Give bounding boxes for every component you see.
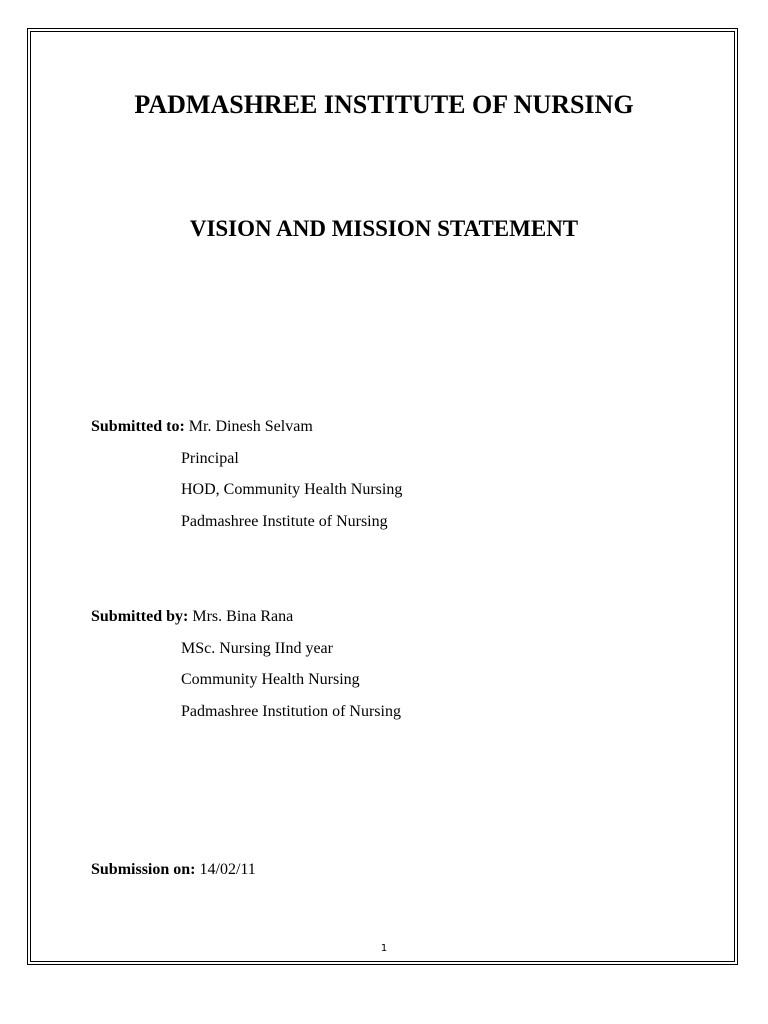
submission-date: 14/02/11 bbox=[199, 861, 256, 878]
document-subtitle: VISION AND MISSION STATEMENT bbox=[189, 216, 579, 241]
submitted-by-detail: MSc. Nursing IInd year bbox=[181, 639, 333, 657]
submitted-to-detail: HOD, Community Health Nursing bbox=[181, 481, 403, 498]
submitted-by-label: Submitted by: bbox=[91, 608, 189, 625]
submitted-by-line bbox=[91, 601, 401, 633]
page-number: 1 bbox=[380, 943, 388, 954]
submitted-to-block bbox=[91, 411, 402, 537]
submitted-to-name: Mr. Dinesh Selvam bbox=[188, 418, 313, 435]
submission-on-block bbox=[91, 854, 256, 886]
submitted-by-detail: Community Health Nursing bbox=[181, 671, 360, 688]
submission-on-label: Submission on: bbox=[91, 861, 196, 878]
institute-title: PADMASHREE INSTITUTE OF NURSING bbox=[134, 90, 634, 119]
submitted-by-name: Mrs. Bina Rana bbox=[192, 608, 294, 625]
submitted-by-block bbox=[91, 601, 401, 727]
submitted-to-line bbox=[91, 411, 402, 443]
submission-on-line bbox=[91, 854, 256, 886]
submitted-to-label: Submitted to: bbox=[91, 418, 185, 435]
submitted-to-detail: Principal bbox=[181, 449, 239, 467]
submitted-by-detail: Padmashree Institution of Nursing bbox=[181, 702, 401, 720]
submitted-to-detail: Padmashree Institute of Nursing bbox=[181, 512, 388, 530]
